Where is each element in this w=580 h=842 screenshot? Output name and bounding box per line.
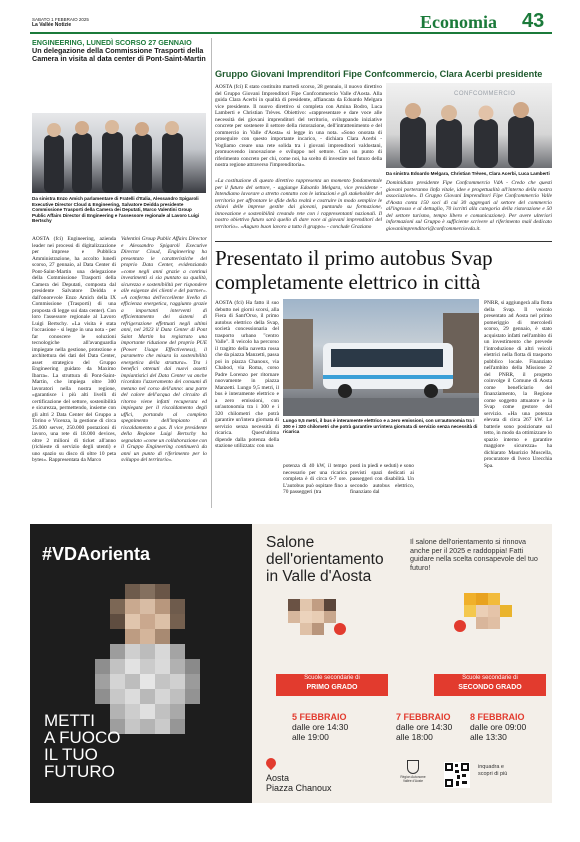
school-badge-secondary — [434, 674, 546, 696]
ad-hashtag: #VDAorienta — [42, 544, 151, 564]
masthead-paper: La Vallée Notizie — [32, 22, 72, 28]
school-badge-secondary-top: Scuole secondarie di — [462, 675, 518, 681]
venue-square: Piazza Chanoux — [266, 783, 332, 793]
article2-photo — [386, 83, 552, 168]
masthead-rule — [30, 32, 552, 34]
ad-slogan-line-4: FUTURO — [44, 762, 115, 781]
article2-caption: Da sinistra Edoardo Melgara, Christian Trèves, Clara Acerbi, Luca Lamberti — [386, 171, 550, 176]
article1-caption: Da sinistra Enzo Amich parlamentare di Fratelli d'Italia, Alessandro Spigaroli Executive Director Cloud & Engineering, Salvatore Deidda presidente Commissione Trasporti della Camera dei Deputati, Marco Valentini Group Public Affairs Director di Engineering e l'assessore regionale al Lavoro Luigi Bertschy — [32, 196, 200, 224]
pixelated-face-left-image — [278, 594, 358, 664]
ad-slogan — [44, 712, 121, 780]
school-badge-primary — [276, 674, 388, 696]
article3-column-2: potenza di 40 kW, il tempo necessario per una ricarica completa è di circa 6-7 ore. L'autobus può ospitare fino a 70 passeggeri (tra — [283, 463, 347, 495]
ad-left-panel — [30, 524, 252, 803]
article3-column-4: PNRR, si aggiungerà alla flotta della Svap. Il veicolo presentato ad Aosta nel primo pomeriggio di mercoledì scorso, 29 gennaio, è stato acquistato infatti nell'ambito di un investimento che prevede l'introduzione di altri veicoli elettrici nella flotta di trasporto pubblico locale. Finanziato nell'ambito della Missione 2 del PNRR, il progetto coinvolge il Comune di Aosta come beneficiario del finanziamento, la Regione come soggetto attuatore e la Svap come gestore del servizio. «Ha una potenza elevata di circa 267 kW. Le batterie sono posizionate sul tetto, in modo da ottimizzare lo spazio interno e garantire maggiore sicurezza» ha dichiarato Maurizio Muscella, procuratore di Iveco Urecchia Spa. — [484, 300, 552, 469]
article3-column-3: posti in piedi e seduti) e sono previsti spazi dedicati ai passeggeri con disabilità. Un secondo autobus elettrico, finanziato dal — [350, 463, 414, 495]
article1-column-2: Valentini Group Public Affairs Director e Alessandro Spigaroli Executive Director Cloud, Engineering ha presentato le caratteristiche del proprio Data Center, evidenziando «come negli anni grazie a continui investimenti si sia puntato su qualità, sicurezza e sostenibilità per rispondere alle esigenze dei clienti e del partner». «A conferma dell'eccellente livello di efficienza energetica, raggiunto grazie a importanti interventi di efficientamento dei sistemi di refrigerazione effettuati negli ultimi anni, nel 2023 il Data Center di Pont Saint Martin ha registrato una importante riduzione del proprio PUE (Power Usage Effectiveness), il parametro che misura la sostenibilità energetica della struttura». Tra i benefici ottenuti dai nuovi assetti impiantistici del Data Center va anche ricordato l'azzeramento dei consumi di metano nel corso dell'anno: una parte del calore dell'acqua del circuito di ritorno viene infatti recuperata ed impiegata per il riscaldamento degli uffici, portando al completo spegnimento dell'impianto di riscaldamento a gas. Il vice presidente della Regione Luigi Bertschy ha segnalato «come un collaborazione con il Gruppo Engineering continuerà da anni un punto di riferimento per lo sviluppo del territorio». — [121, 236, 207, 463]
date-block-1 — [292, 712, 348, 742]
region-crest-icon — [407, 760, 419, 774]
date-2-time1: dalle ore 14:30 — [396, 722, 453, 732]
venue-city: Aosta — [266, 773, 290, 783]
school-badge-secondary-label: SECONDO GRADO — [458, 684, 522, 691]
qr-code-icon[interactable] — [444, 762, 470, 788]
school-badge-primary-top: Scuole secondarie di — [304, 675, 360, 681]
article2-column-1: AOSTA (fci) È stato costituito martedì scorso, 28 gennaio, il nuovo direttivo del Gruppo Giovani Imprenditori Fipe Confcommercio Valle d'Aosta. Alla guida Clara Acerbi in qualità di presidente, affiancata da Edoardo Melgara vice presidente. Il nuovo direttivo si completa con Amina Bodro, Luca Lamberti e Christian Trèves. Obiettivo: «rappresentare e dare voce alle necessità dei giovani imprenditori del territorio, sviluppando iniziative concrete per sostenere il settore della ristorazione, dell'intrattenimento e del commercio in Valle d'Aosta» si legge in una nota. «Sono onorata di proseguire con questo importante incarico, - dichiara Clara Acerbi - Vogliamo creare una rete solida tra i giovani imprenditori valdostani, promuovendo innovazione e sviluppo nel settore. Con un punto di riferimento concreto per chi, come noi, ha scelto di investire nel futuro della nostra regione attraverso l'imprenditoria». — [215, 84, 382, 168]
orientation-ad — [30, 524, 552, 803]
article3-column-1: AOSTA (fci) Ha fatto il suo debutto nei giorni scorsi, alla Fiera di Sant'Orso, il primo autobus elettrico della Svap, società concessionaria del trasporto urbano "centro Valle". Il veicolo ha percorso il tragitto della navetta rossa che da piazza Manzetti, passa poi in piazza Chanoux, via Chabod, via Roma, corso Padre Lorenzo per ritornare nuovamente in piazza Manzetti. Lungo 9,5 metri, il bus è interamente elettrico e a zero emissioni, con un'autonomia tra i 300 e i 320 chilometri che potrà garantire un'intera giornata di servizio senza necessità di ricarica. Quest'ultima dipende dalla potenza della stazione utilizzata: con una — [215, 300, 279, 449]
article3-headline: Presentato il primo autobus Svap completamente elettrico in città — [215, 246, 493, 294]
qr-caption: inquadra e scopri di più — [478, 764, 508, 777]
photo-sign-text: CONFCOMMERCIO — [454, 91, 516, 97]
venue — [266, 773, 332, 793]
map-pin-icon — [264, 756, 278, 770]
article3-photo — [283, 299, 479, 416]
ad-title-line-3: in Valle d'Aosta — [266, 568, 372, 585]
article3-caption: Lungo 9,5 metri, il bus è interamente elettrico e a zero emissioni, con un'autonomia tra i 300 e i 320 chilometri che potrà garantire un'intera giornata di servizio senza necessità di ricarica — [283, 418, 478, 435]
ad-slogan-line-3: IL TUO — [44, 745, 98, 764]
ad-slogan-line-2: A FUOCO — [44, 728, 121, 747]
section-title: Economia — [420, 12, 498, 32]
masthead-date: SABATO 1 FEBBRAIO 2025 — [32, 17, 89, 22]
ad-slogan-line-1: METTI — [44, 711, 95, 730]
ad-intro: Il salone dell'orientamento si rinnova anche per il 2025 e raddoppia! Fatti guidare nella scelta consapevole del tuo futuro! — [410, 537, 538, 572]
date-3-time2: alle 13:30 — [470, 732, 507, 742]
article2-column-2: «La costituzione di questo direttivo rappresenta un momento fondamentale per il futuro del settore, - aggiunge Edoardo Melgara, vice presidente - Intendiamo lavorare a stretto contatto con le istituzioni e gli stakeholder del territorio per affrontare le sfide della realtà e costruire in modo semplice le chiavi delle imprese gestite dai giovani, puntando su formazione, innovazione e sostenibilità creando rete con i rappresentanti nazionali. Il nostro obiettivo futuro sarà quello di dare voce ai giovani imprenditori del territorio». «Auguro buon lavoro a tutto il gruppo» - conclude Graziano — [215, 178, 382, 230]
pixelated-face-right-image — [450, 588, 530, 664]
region-logo — [398, 760, 428, 794]
date-block-2 — [396, 712, 452, 742]
date-1-day: 5 FEBBRAIO — [292, 712, 347, 722]
article1-photo — [32, 113, 206, 193]
ad-title — [266, 534, 384, 585]
article1-headline: Un delegazione della Commissione Trasporti della Camera in visita al data center di Pont-Saint-Martin — [32, 46, 206, 64]
date-block-3 — [470, 712, 526, 742]
date-3-time1: dalle ore 09:00 — [470, 722, 527, 732]
page-number: 43 — [522, 10, 545, 32]
school-badge-primary-label: PRIMO GRADO — [306, 684, 358, 691]
region-logo-text: Région Autonome Vallée d'Aoste — [400, 775, 426, 783]
group-people-photo — [32, 113, 206, 193]
article1-kicker: ENGINEERING, LUNEDÌ SCORSO 27 GENNAIO — [32, 38, 192, 47]
electric-bus-photo — [283, 299, 479, 416]
date-2-day: 7 FEBBRAIO — [396, 712, 451, 722]
article1-column-1: AOSTA (fci) Engineering, azienda leader nei processi di digitalizzazione per imprese e Pubblica Amministrazione, ha accolto lunedì scorso, 27 gennaio, al Data Center di Pont-Saint-Martin una delegazione della Commissione Trasporti della Camera dei Deputati, composta dal presidente Salvatore Deidda e dall'onorevole Enzo Amich della IX Commissione (Trasporti) di una proposta di legge sui data center). Con loro l'assessore regionale al Lavoro Luigi Bertschy. «La visita è stata l'occasione - si legge in una nota - per far conoscere le soluzioni tecnologiche all'avanguardia impiegate nella gestione, protezione e architettura dei dati del Data Center, asset strategico del Gruppo Engineering guidato da Maximo Ibarra». La struttura di Pont-Saint-Martin, che impiega oltre 300 lavoratori nella nostra regione, «garantisce i più alti livelli di certificazione del settore, sostenibilità e sicurezza, permettendo, insieme con gli altri 2 Data Center del Gruppo a Torino e Vicenza, la gestione di circa 25.000 server, 250.000 postazioni di lavoro, una rete di 18.000 devices, oltre 2 milioni di ticket all'anno (richieste di servizio degli utenti) e uno spazio su disco di oltre 10 peta bytes». Rappresentata da Marco — [32, 236, 116, 463]
article2-column-3: Dominidiato presidente Fipe Confcommercio VdA - Credo che questi giovani porteranno linfa vitale, idee e progettualità all'interno della nostra associazione». Il Gruppo Giovani Imprenditori Fipe Confcommercio Valle d'Aosta conta 150 soci di cui 30 aggregati al settore del commercio all'ingrosso e al dettaglio, 70 iscritti alla categoria della ristorazione e 50 del settore turismo, tempo libero e comunicazione). Per avere ulteriori informazioni sul Gruppo è sufficiente scrivere al riferimento mail dedicato giovaniimprenditori@confcommerciovda.it. — [386, 180, 552, 232]
date-3-day: 8 FEBBRAIO — [470, 712, 525, 722]
article2-bottom-rule — [215, 241, 552, 242]
article2-headline: Gruppo Giovani Imprenditori Fipe Confcommercio, Clara Acerbi presidente — [215, 69, 543, 79]
date-1-time2: alle 19:00 — [292, 732, 329, 742]
ad-title-line-1: Salone — [266, 534, 315, 551]
column-divider-1 — [211, 38, 212, 508]
date-2-time2: alle 18:00 — [396, 732, 433, 742]
date-1-time1: dalle ore 14:30 — [292, 722, 349, 732]
ad-title-line-2: dell'orientamento — [266, 551, 384, 568]
